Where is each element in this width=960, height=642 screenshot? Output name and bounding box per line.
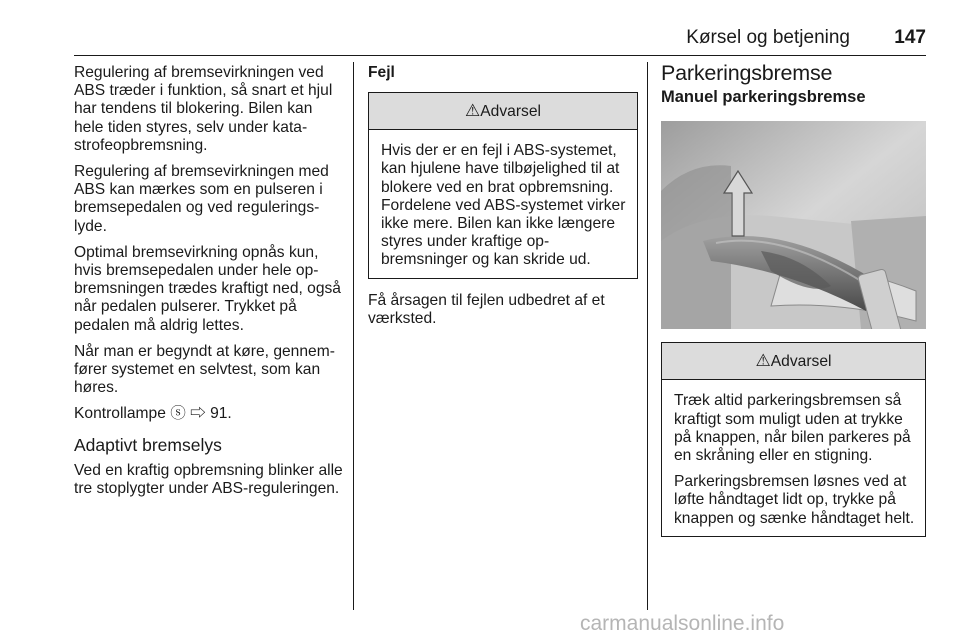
- warning-box-parking-brake: [661, 342, 926, 536]
- chapter-title: Kørsel og betjening: [686, 27, 850, 48]
- heading-parking-brake: Parkeringsbremse: [661, 61, 833, 85]
- header-rule: [74, 55, 926, 56]
- paragraph-adaptive-brake-light: Ved en kraftig opbremsning blinker alle tre stoplygter under ABS-reguleringen.: [74, 461, 343, 498]
- column-2: [368, 64, 638, 336]
- warning-body: [369, 130, 637, 277]
- warning-body: [662, 380, 925, 535]
- column-divider-1: [353, 62, 354, 610]
- heading-manual-parking-brake: Manuel parkeringsbremse: [661, 88, 866, 107]
- heading-fault: Fejl: [368, 64, 395, 81]
- warning-label: Advarsel: [480, 103, 541, 121]
- paragraph-control-lamp: Kontrollampe ⓢ ⇨ 91.: [74, 405, 232, 423]
- warning-text-release: Parkeringsbremsen løsnes ved at løfte håndtaget lidt op, trykke på knappen og sænke håndtaget helt.: [674, 473, 915, 527]
- watermark: carmanualsonline.info: [580, 612, 785, 635]
- column-1: [74, 64, 346, 506]
- warning-header: [369, 93, 637, 130]
- paragraph-optimal-braking: Optimal bremsevirkning opnås kun, hvis bremsepedalen under hele opbremsningen trædes kraftigt ned, også når pedalen pulserer. Trykket på pedalen må aldrig lettes.: [74, 243, 341, 334]
- warning-icon: ⚠: [465, 101, 481, 121]
- parking-brake-illustration: [661, 121, 926, 329]
- heading-adaptive-brake-light: Adaptivt bremselys: [74, 434, 222, 455]
- warning-header: [662, 343, 925, 380]
- page-number: 147: [894, 27, 926, 48]
- warning-box-abs: [368, 92, 638, 278]
- warning-label: Advarsel: [770, 353, 832, 371]
- warning-text-apply: Træk altid parkeringsbremsen så kraftigt som muligt uden at trykke på knappen, når bilen parkeres på en skråning eller en stigning.: [674, 392, 911, 465]
- paragraph-workshop: Få årsagen til fejlen udbedret af et værksted.: [368, 291, 605, 327]
- paragraph-abs-function: Regulering af bremsevirkningen ved ABS træder i funktion, så snart et hjul har tendens til blokering. Bilen kan hele tiden styres, selv under katastrofeopbremsning.: [74, 64, 333, 154]
- column-divider-2: [647, 62, 648, 610]
- page-header: [74, 27, 926, 51]
- warning-icon: ⚠: [755, 351, 771, 371]
- warning-text: Hvis der er en fejl i ABS-systemet, kan hjulene have tilbøjelighed til at blokere ved en brat opbremsning. Fordelene ved ABS-systemet virker ikke mere. Bilen kan ikke længere styres under kraftige opbremsninger og kan skride ud.: [381, 142, 626, 269]
- column-3: [661, 61, 926, 537]
- paragraph-abs-pulse: Regulering af bremsevirkningen med ABS kan mærkes som en pulseren i bremsepedalen og ved reguleringslyde.: [74, 163, 329, 235]
- paragraph-self-test: Når man er begyndt at køre, gennemfører systemet en selvtest, som kan høres.: [74, 342, 335, 397]
